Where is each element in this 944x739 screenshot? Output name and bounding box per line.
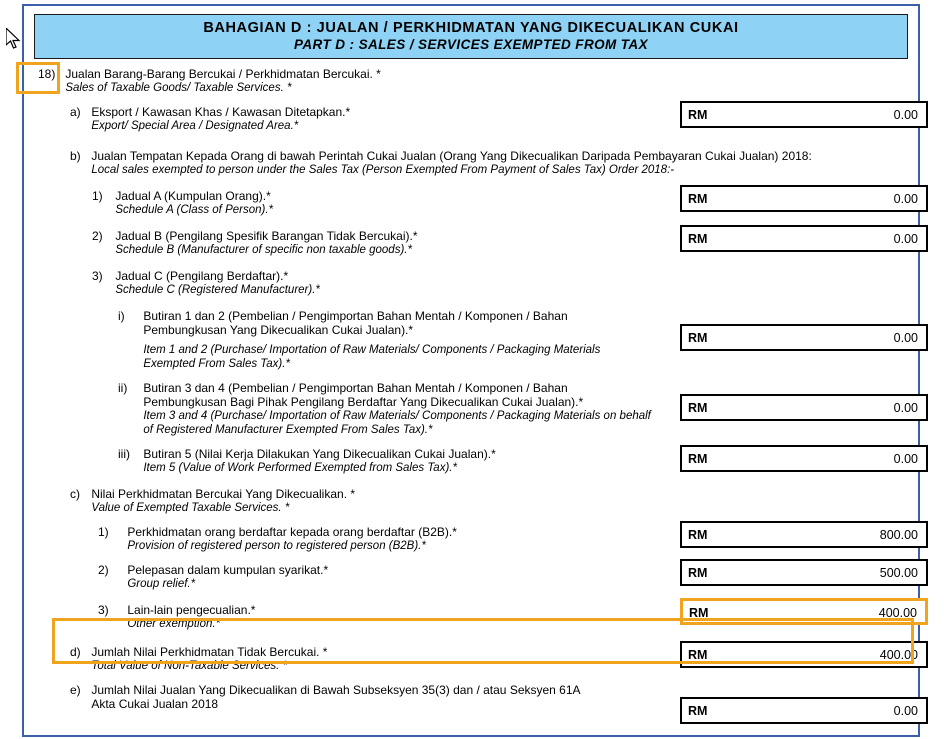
line-item-c1-label-ms: Perkhidmatan orang berdaftar kepada orang berdaftar (B2B).* [127,525,457,539]
line-item-b [70,149,910,177]
line-item-18-number: 18) [38,67,56,81]
amount-value-b3i: 0.00 [893,331,918,345]
line-item-b3iii-number: iii) [118,447,130,461]
amount-field-b1[interactable] [680,185,928,212]
line-item-b3-number: 3) [92,269,103,283]
line-item-c1-number: 1) [98,525,109,539]
line-item-c2 [98,563,918,591]
line-item-b-label-ms: Jualan Tempatan Kepada Orang di bawah Perintah Cukai Jualan (Orang Yang Dikecualikan Daripada Pembayaran Cukai Jualan) 2018: [91,149,812,163]
currency-label: RM [688,192,708,206]
line-item-c3-label-en: Other exemption.* [127,618,221,630]
line-item-b3i-number: i) [118,309,125,323]
amount-value-b3iii: 0.00 [893,452,918,466]
line-item-e-label-ms2: Akta Cukai Jualan 2018 [91,697,219,711]
line-item-b3 [92,269,910,297]
currency-label: RM [688,331,708,345]
section-title-ms: BAHAGIAN D : JUALAN / PERKHIDMATAN YANG DIKECUALIKAN CUKAI [203,20,739,36]
line-item-b3iii-label-en: Item 5 (Value of Work Performed Exempted from Sales Tax).* [143,462,457,474]
line-item-b3iii [118,447,918,475]
line-item-18 [38,67,910,95]
line-item-c3-number: 3) [98,603,109,617]
line-item-c-number: c) [70,487,80,501]
line-item-e-number: e) [70,683,81,697]
amount-field-c2[interactable] [680,559,928,586]
amount-value-c2: 500.00 [879,566,918,580]
line-item-d-label-ms: Jumlah Nilai Perkhidmatan Tidak Bercukai. * [91,645,328,659]
line-item-b3i [118,309,918,371]
line-item-d-number: d) [70,645,81,659]
line-item-c1 [98,525,918,553]
line-item-a [70,105,918,133]
line-item-b3i-label-en: Item 1 and 2 (Purchase/ Importation of Raw Materials/ Components / Packaging Materials Exempted From Sales Tax).* [143,344,601,370]
line-item-c3-label-ms: Lain-lain pengecualian.* [127,603,256,617]
currency-label: RM [688,232,708,246]
line-item-b2-label-ms: Jadual B (Pengilang Spesifik Barangan Tidak Bercukai).* [115,229,418,243]
amount-value-c3: 400.00 [878,606,917,620]
amount-value-b2: 0.00 [893,232,918,246]
amount-value-e: 0.00 [893,704,918,718]
line-item-b-label-en: Local sales exempted to person under the Sales Tax (Person Exempted From Payment of Sales Tax) Order 2018:- [91,164,675,176]
line-item-b3-label-en: Schedule C (Registered Manufacturer).* [115,284,320,296]
amount-field-d[interactable] [680,641,928,668]
line-item-b3ii-label-ms: Butiran 3 dan 4 (Pembelian / Pengimportan Bahan Mentah / Komponen / Bahan Pembungkusan Bagi Pihak Pengilang Berdaftar Yang Dikecualikan Cukai Jualan).* [143,381,584,409]
currency-label: RM [688,452,708,466]
amount-value-d: 400.00 [879,648,918,662]
line-item-b3ii [118,381,918,437]
form-body [24,6,918,735]
line-item-c2-label-ms: Pelepasan dalam kumpulan syarikat.* [127,563,329,577]
line-item-b1-number: 1) [92,189,103,203]
line-item-b-number: b) [70,149,81,163]
amount-value-c1: 800.00 [879,528,918,542]
line-item-c-label-ms: Nilai Perkhidmatan Bercukai Yang Dikecualikan. * [91,487,356,501]
amount-field-a[interactable] [680,101,928,128]
line-item-e [70,683,918,718]
line-item-a-label-ms: Eksport / Kawasan Khas / Kawasan Ditetapkan.* [91,105,351,119]
section-title-en: PART D : SALES / SERVICES EXEMPTED FROM TAX [294,37,648,52]
section-header-band [34,14,908,59]
amount-value-a: 0.00 [893,108,918,122]
line-item-e-label-ms: Jumlah Nilai Jualan Yang Dikecualikan di Bawah Subseksyen 35(3) dan / atau Seksyen 61A [91,683,581,697]
line-item-b2 [92,229,918,257]
amount-field-b2[interactable] [680,225,928,252]
line-item-b1 [92,189,918,217]
currency-label: RM [688,648,708,662]
currency-label: RM [688,566,708,580]
line-item-b3i-label-ms: Butiran 1 dan 2 (Pembelian / Pengimportan Bahan Mentah / Komponen / Bahan Pembungkusan Yang Dikecualikan Cukai Jualan).* [143,309,568,337]
line-item-c2-number: 2) [98,563,109,577]
line-item-b3iii-label-ms: Butiran 5 (Nilai Kerja Dilakukan Yang Dikecualikan Cukai Jualan).* [143,447,496,461]
form-page [22,4,920,737]
amount-field-c1[interactable] [680,521,928,548]
currency-label: RM [688,401,708,415]
currency-label: RM [688,108,708,122]
line-item-18-label-en: Sales of Taxable Goods/ Taxable Services. * [65,82,292,94]
line-item-b1-label-en: Schedule A (Class of Person).* [115,204,274,216]
line-item-b3ii-number: ii) [118,381,128,395]
currency-label: RM [689,606,709,620]
currency-label: RM [688,704,708,718]
line-item-b3-label-ms: Jadual C (Pengilang Berdaftar).* [115,269,289,283]
line-item-c3 [98,603,917,631]
line-item-b2-label-en: Schedule B (Manufacturer of specific non taxable goods).* [115,244,412,256]
line-item-a-label-en: Export/ Special Area / Designated Area.* [91,120,299,132]
amount-field-e[interactable] [680,697,928,724]
line-item-b1-label-ms: Jadual A (Kumpulan Orang).* [115,189,271,203]
amount-field-c3[interactable] [680,598,928,625]
line-item-c1-label-en: Provision of registered person to registered person (B2B).* [127,540,426,552]
amount-value-b1: 0.00 [893,192,918,206]
amount-field-b3i[interactable] [680,324,928,351]
line-item-c [70,487,910,515]
line-item-a-number: a) [70,105,81,119]
currency-label: RM [688,528,708,542]
line-item-b3ii-label-en: Item 3 and 4 (Purchase/ Importation of Raw Materials/ Components / Packaging Materials on behalf of Registered Manufacturer Exempted From Sales Tax).* [143,410,651,436]
line-item-d-label-en: Total Value of Non-Taxable Services. * [91,660,287,672]
line-item-b2-number: 2) [92,229,103,243]
line-item-c2-label-en: Group relief.* [127,578,196,590]
line-item-18-label-ms: Jualan Barang-Barang Bercukai / Perkhidmatan Bercukai. * [65,67,381,81]
amount-field-b3ii[interactable] [680,394,928,421]
line-item-d [70,645,918,673]
line-item-c-label-en: Value of Exempted Taxable Services. * [91,502,290,514]
amount-value-b3ii: 0.00 [893,401,918,415]
amount-field-b3iii[interactable] [680,445,928,472]
